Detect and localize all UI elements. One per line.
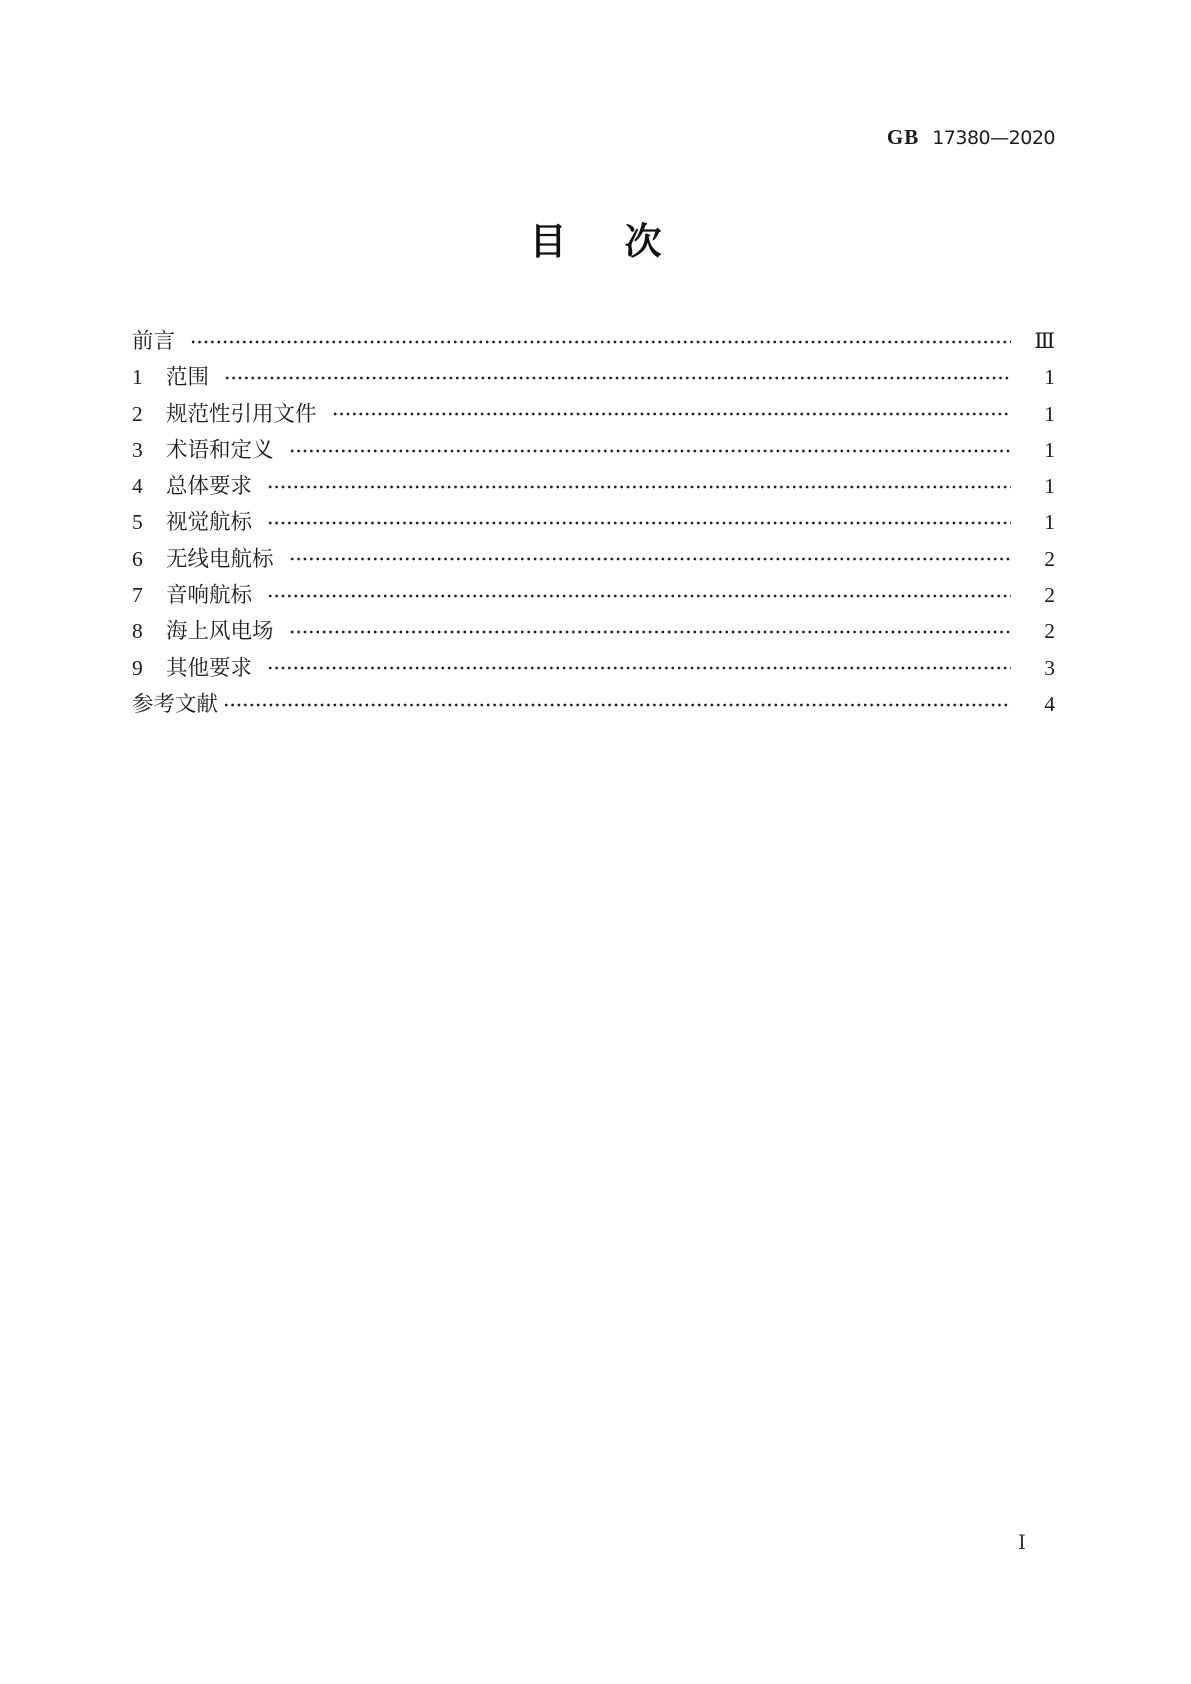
dot-leader — [266, 650, 1011, 686]
toc-entry-label: 海上风电场 — [166, 619, 274, 644]
toc-entry-page: 3 — [1044, 655, 1055, 680]
dot-leader — [189, 323, 1011, 359]
toc-entry-label: 其他要求 — [166, 655, 253, 680]
toc-entry-number: 3 — [132, 437, 143, 462]
toc-entry-label: 音响航标 — [166, 583, 253, 608]
standard-code-header — [887, 125, 1055, 150]
toc-entry-number: 5 — [132, 510, 143, 535]
toc-entry-page: 1 — [1044, 401, 1055, 426]
dot-leader — [266, 468, 1011, 504]
dot-leader — [288, 432, 1011, 468]
toc-entry-label: 前言 — [132, 329, 176, 353]
dot-leader — [222, 686, 1011, 722]
toc-entry-number: 2 — [132, 401, 143, 426]
toc-row-offshore-wind-farm — [132, 613, 1055, 649]
page-title — [0, 222, 1191, 262]
toc-entry-page: 4 — [1044, 691, 1055, 716]
dot-leader — [223, 359, 1011, 395]
toc-entry-page: 2 — [1044, 583, 1055, 608]
standard-code-prefix: GB — [886, 125, 920, 149]
standard-code-number: 17380—2020 — [932, 127, 1055, 149]
toc-row-sound-aids — [132, 577, 1055, 613]
dot-leader — [331, 396, 1011, 432]
toc-row-terms-definitions — [132, 432, 1055, 468]
toc-entry-label: 无线电航标 — [166, 546, 274, 571]
toc-entry-label: 总体要求 — [166, 474, 253, 499]
toc-entry-label: 参考文献 — [132, 691, 219, 716]
toc-entry-number: 8 — [132, 619, 143, 644]
toc-entry-label: 视觉航标 — [166, 510, 253, 535]
toc-row-radio-aids — [132, 541, 1055, 577]
toc-entry-number: 6 — [132, 546, 143, 571]
toc-entry-page: 1 — [1044, 365, 1055, 390]
toc-entry-number: 7 — [132, 583, 143, 608]
toc-row-visual-aids — [132, 504, 1055, 540]
toc-entry-number: 9 — [132, 655, 143, 680]
page-title-char-2: 次 — [624, 220, 662, 263]
dot-leader — [288, 541, 1011, 577]
toc-row-scope — [132, 359, 1055, 395]
toc-entry-label: 规范性引用文件 — [166, 401, 317, 426]
toc-entry-page: 1 — [1044, 474, 1055, 499]
toc-entry-page: 1 — [1044, 510, 1055, 535]
footer-page-number: Ⅰ — [1018, 1532, 1026, 1554]
toc-row-normative-references — [132, 396, 1055, 432]
toc-entry-number: 1 — [132, 365, 143, 390]
dot-leader — [266, 577, 1011, 613]
toc-row-references — [132, 686, 1055, 722]
toc-entry-number: 4 — [132, 474, 143, 499]
toc-row-foreword — [132, 323, 1055, 359]
toc-entry-label: 术语和定义 — [166, 437, 274, 462]
toc-entry-page: 2 — [1044, 619, 1055, 644]
toc-row-general-requirements — [132, 468, 1055, 504]
page-title-char-1: 目 — [529, 220, 567, 263]
toc-entry-page: Ⅲ — [1034, 329, 1055, 353]
toc-entry-page: 2 — [1044, 546, 1055, 571]
toc-entry-page: 1 — [1044, 437, 1055, 462]
toc-row-other-requirements — [132, 650, 1055, 686]
table-of-contents — [132, 323, 1055, 722]
dot-leader — [288, 613, 1011, 649]
dot-leader — [266, 504, 1011, 540]
toc-entry-label: 范围 — [166, 365, 210, 390]
